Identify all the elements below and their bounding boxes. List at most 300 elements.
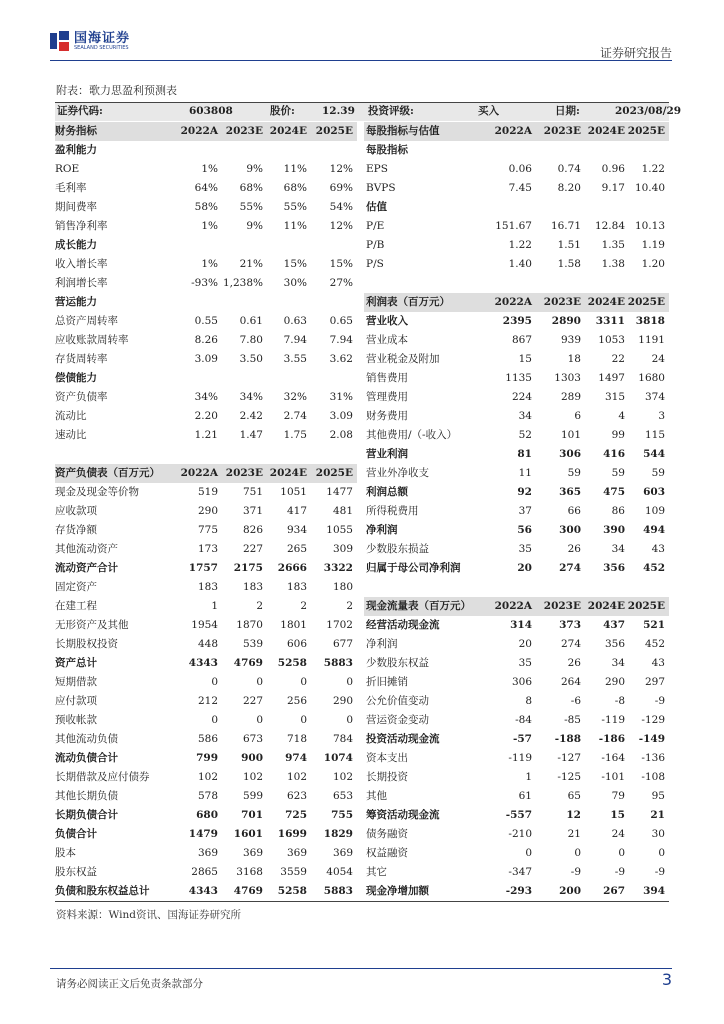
left-row-value: 1% [201,220,218,232]
right-row-value: 34 [518,410,532,422]
right-table-row [55,863,669,882]
right-row-value: 1.19 [641,239,665,251]
left-row-value: 9% [246,163,263,175]
right-row-value: 9.17 [601,182,625,194]
right-table-row [55,445,669,464]
right-row-value: 56 [517,524,532,536]
right-row-label: 财务费用 [366,410,408,422]
right-row-label: 少数股东权益 [366,657,429,669]
left-row-label: 流动负债合计 [55,752,118,764]
left-row-value: 725 [285,809,307,821]
left-row-value: 718 [286,733,307,745]
left-row-value: 1702 [326,619,353,631]
left-row-label: 长期借款及应付债券 [55,771,150,783]
right-row-value: -108 [641,771,665,783]
right-row-value: -125 [557,771,581,783]
left-row-value: 599 [242,790,263,802]
right-table-row [55,559,669,578]
right-table-row [55,122,669,141]
right-row-value: 43 [651,543,665,555]
left-row-value: 2022A [180,125,218,137]
right-row-label: 营运资金变动 [366,714,429,726]
left-row-label: 资产总计 [55,657,97,669]
left-row-value: 5883 [323,657,353,669]
left-row-value: 102 [197,771,218,783]
right-row-value: 1680 [638,372,665,384]
right-table-row [55,255,669,274]
left-row-label: 毛利率 [55,182,87,194]
right-table-row [55,331,669,350]
left-row-value: 934 [286,524,307,536]
right-table-row [55,749,669,768]
right-row-value: 1.58 [557,258,581,270]
left-row-label: 固定资产 [55,581,97,593]
right-row-value: 1.22 [641,163,665,175]
left-row-label: 收入增长率 [55,258,108,270]
right-table-row [55,882,669,901]
right-row-value: 2022A [494,600,532,612]
right-row-value: 437 [603,619,625,631]
right-row-label: 营业外净收支 [366,467,429,479]
right-row-value: 10.40 [634,182,665,194]
left-row-value: 4343 [188,657,218,669]
left-row-value: 9% [246,220,263,232]
left-row-value: 68% [283,182,307,194]
right-row-value: 267 [603,885,625,897]
left-row-value: 5258 [277,657,307,669]
right-row-label: 销售费用 [366,372,408,384]
left-row-value: 5883 [323,885,353,897]
right-row-value: 26 [567,657,581,669]
left-row-value: 212 [197,695,218,707]
date-label: 日期: [555,105,580,117]
left-row-value: 0.55 [194,315,218,327]
left-row-value: 11% [283,163,307,175]
right-row-value: 2890 [551,315,581,327]
right-row-value: 65 [567,790,581,802]
right-row-value: 59 [567,467,581,479]
left-row-value: 673 [242,733,263,745]
data-source: 资料来源：Wind资讯、国海证券研究所 [56,909,241,921]
right-row-value: 12.84 [594,220,625,232]
left-row-value: 183 [286,581,307,593]
right-table-row [55,160,669,179]
right-row-value: 0.74 [557,163,581,175]
right-row-value: 365 [559,486,581,498]
right-row-label: 管理费用 [366,391,408,403]
right-row-value: 390 [603,524,625,536]
right-row-value: 374 [644,391,665,403]
left-row-label: 利润增长率 [55,277,108,289]
right-row-label: 现金净增加额 [366,885,429,897]
left-row-value: 369 [242,847,263,859]
right-row-value: -186 [598,733,625,745]
right-row-label: 现金流量表（百万元） [366,600,471,612]
left-row-label: 期间费率 [55,201,97,213]
left-row-value: 102 [242,771,263,783]
left-row-value: 64% [194,182,218,194]
right-table-row [55,236,669,255]
left-row-label: 在建工程 [55,600,97,612]
right-row-value: 1.35 [601,239,625,251]
right-row-value: 79 [611,790,625,802]
right-row-label: 估值 [366,201,387,213]
right-row-label: 少数股东损益 [366,543,429,555]
left-row-value: 4769 [233,885,263,897]
right-row-value: 18 [567,353,581,365]
left-row-value: 900 [241,752,263,764]
right-table-row [55,768,669,787]
left-row-value: 1.47 [239,429,263,441]
table-caption: 附表：歌力思盈利预测表 [56,84,177,97]
right-row-value: 2024E [587,600,625,612]
right-table-row [55,521,669,540]
stock-price: 12.39 [322,105,355,117]
right-row-value: 12 [566,809,581,821]
right-row-value: 66 [567,505,581,517]
left-row-value: 15% [283,258,307,270]
right-row-label: 资本支出 [366,752,408,764]
right-row-value: -127 [557,752,581,764]
right-row-label: 营业利润 [366,448,408,460]
right-row-value: 3818 [635,315,665,327]
right-row-value: 2395 [502,315,532,327]
right-row-label: 每股指标与估值 [366,125,440,137]
right-row-value: 306 [559,448,581,460]
right-row-value: 1.51 [557,239,581,251]
right-row-value: 494 [643,524,665,536]
right-row-value: 109 [644,505,665,517]
left-row-value: 3559 [280,866,307,878]
left-row-value: 1954 [191,619,218,631]
right-row-label: P/S [366,258,384,270]
right-table-row [55,711,669,730]
left-row-value: 2666 [277,562,307,574]
right-row-value: 297 [644,676,665,688]
right-row-value: 1191 [638,334,665,346]
left-row-value: 0 [211,714,218,726]
left-row-value: 5258 [277,885,307,897]
right-row-value: 7.45 [508,182,532,194]
table-bottom-rule [55,901,669,902]
left-row-label: 其他长期负债 [55,790,118,802]
left-row-label: 负债合计 [55,828,97,840]
right-row-value: -164 [601,752,625,764]
right-row-value: 306 [511,676,532,688]
left-row-value: 677 [332,638,353,650]
right-row-label: 营业税金及附加 [366,353,440,365]
left-row-label: 流动资产合计 [55,562,118,574]
right-row-value: 274 [559,562,581,574]
left-row-label: 长期负债合计 [55,809,118,821]
right-row-value: 81 [517,448,532,460]
right-row-value: 115 [644,429,665,441]
right-row-value: 452 [643,562,665,574]
left-row-label: 应收账款周转率 [55,334,129,346]
left-row-label: 其他流动负债 [55,733,118,745]
table-top-rule [55,102,669,103]
left-row-value: 0 [256,714,263,726]
left-row-label: 资产负债表（百万元） [55,467,160,479]
right-row-label: 其它 [366,866,387,878]
right-row-value: 2024E [587,125,625,137]
right-row-value: 35 [518,657,532,669]
right-row-label: 净利润 [366,638,398,650]
rating-label: 投资评级: [368,105,414,117]
right-table-row [55,692,669,711]
right-row-value: 30 [651,828,665,840]
left-row-value: 1 [211,600,218,612]
left-row-label: 营运能力 [55,296,97,308]
right-row-value: 86 [611,505,625,517]
right-row-value: 0 [525,847,532,859]
right-row-value [605,578,665,597]
right-row-value: 200 [559,885,581,897]
right-row-value: 22 [611,353,625,365]
right-row-label: 其他费用/（-收入） [366,429,458,441]
left-row-value: 32% [283,391,307,403]
left-row-value: 974 [285,752,307,764]
left-row-value: 2.08 [329,429,353,441]
right-table-row [55,635,669,654]
left-row-value: 799 [196,752,218,764]
left-row-value: 586 [197,733,218,745]
left-row-value: 55% [239,201,263,213]
left-row-value: 102 [286,771,307,783]
left-row-value: 1699 [277,828,307,840]
left-row-value: -93% [191,277,218,289]
right-row-value: 521 [643,619,665,631]
right-row-value: 1135 [505,372,532,384]
right-row-value: 2025E [627,600,665,612]
left-row-value: 8.26 [194,334,218,346]
left-row-value: 15% [329,258,353,270]
right-row-value: 274 [560,638,581,650]
left-row-label: 偿债能力 [55,372,97,384]
left-row-value: 3.55 [283,353,307,365]
right-row-label: 经营活动现金流 [366,619,440,631]
right-row-value: 2025E [627,296,665,308]
left-row-value: 31% [329,391,353,403]
right-table-row [55,578,669,597]
right-row-value: 315 [604,391,625,403]
left-row-value: 0 [211,676,218,688]
left-row-value: 653 [332,790,353,802]
left-row-label: 存货周转率 [55,353,108,365]
left-row-value: 1870 [236,619,263,631]
right-row-value: -57 [513,733,532,745]
left-row-value: 227 [242,695,263,707]
right-table-row [55,388,669,407]
report-type: 证券研究报告 [599,46,672,60]
left-row-value: 183 [242,581,263,593]
right-row-value: -119 [508,752,532,764]
right-row-value: 2022A [494,296,532,308]
logo-english-name: SEALAND SECURITIES [74,44,129,51]
right-row-value [605,274,665,293]
right-row-value: 1.40 [508,258,532,270]
right-row-label: P/E [366,220,385,232]
left-row-value: 2023E [225,467,263,479]
right-row-value: 0.06 [508,163,532,175]
left-row-label: 长期股权投资 [55,638,118,650]
right-row-label: EPS [366,163,388,175]
right-table-row [55,198,669,217]
left-row-value: 7.94 [329,334,353,346]
right-row-value: 20 [518,638,532,650]
page-header [0,0,724,60]
left-row-label: 资产负债率 [55,391,108,403]
left-row-label: 速动比 [55,429,87,441]
right-row-value: -347 [508,866,532,878]
left-row-value: 290 [197,505,218,517]
right-row-value: -293 [505,885,532,897]
right-table-row [55,673,669,692]
left-row-value: 27% [329,277,353,289]
right-row-value: 0 [574,847,581,859]
left-row-value: 1055 [326,524,353,536]
right-row-value: 95 [651,790,665,802]
right-table-row [55,654,669,673]
left-row-label: 股本 [55,847,76,859]
left-row-value: 55% [283,201,307,213]
left-row-label: 销售净利率 [55,220,108,232]
right-row-value: 10.13 [634,220,665,232]
right-table-row [55,179,669,198]
left-row-value: 481 [332,505,353,517]
right-row-value: 2022A [494,125,532,137]
left-row-value: 3.62 [329,353,353,365]
left-row-value: 1601 [233,828,263,840]
rating: 买入 [478,105,499,117]
left-row-value: 2022A [180,467,218,479]
left-row-label: 其他流动资产 [55,543,118,555]
left-row-value: 2023E [225,125,263,137]
right-row-value: 416 [603,448,625,460]
right-row-value: 356 [603,562,625,574]
left-row-value: 290 [332,695,353,707]
left-row-value: 68% [239,182,263,194]
right-row-value: 452 [644,638,665,650]
left-row-value: 3168 [236,866,263,878]
right-row-value: 603 [643,486,665,498]
right-row-value: 59 [611,467,625,479]
right-row-value: 34 [611,657,625,669]
left-row-value: 2 [300,600,307,612]
right-table-row [55,312,669,331]
right-row-value: 867 [511,334,532,346]
left-row-value: 11% [283,220,307,232]
right-row-value: 20 [517,562,532,574]
left-row-value: 183 [197,581,218,593]
right-row-value: 2023E [543,125,581,137]
right-row-label: 债务融资 [366,828,408,840]
right-row-label: 利润表（百万元） [366,296,450,308]
left-row-value: 369 [332,847,353,859]
left-row-value: 369 [286,847,307,859]
left-row-value: 4054 [326,866,353,878]
right-row-value: 4 [618,410,625,422]
right-row-value: 35 [518,543,532,555]
right-row-value: 151.67 [495,220,532,232]
right-row-value: 2023E [543,296,581,308]
right-row-value: -9 [614,866,625,878]
right-row-label: 投资活动现金流 [366,733,440,745]
footer-disclaimer: 请务必阅读正文后免责条款部分 [56,978,203,990]
left-row-value: 12% [329,220,353,232]
right-row-value: 1053 [598,334,625,346]
left-row-value: 0 [346,714,353,726]
right-row-value: -557 [505,809,532,821]
right-row-value: 52 [518,429,532,441]
left-row-value: 1074 [323,752,353,764]
right-row-value: 24 [651,353,665,365]
logo-icon [50,31,70,51]
left-row-value: 3.50 [239,353,263,365]
left-row-value: 21% [239,258,263,270]
price-label: 股价: [270,105,295,117]
left-row-value: 3.09 [194,353,218,365]
right-table-row [55,293,669,312]
left-row-value: 0 [346,676,353,688]
left-row-value: 1757 [188,562,218,574]
right-row-value [605,198,665,217]
left-row-value: 34% [239,391,263,403]
left-row-value: 417 [286,505,307,517]
right-row-value: 289 [560,391,581,403]
right-table-row [55,597,669,616]
right-table-row [55,464,669,483]
right-row-label: P/B [366,239,385,251]
right-table-row [55,350,669,369]
right-row-value: 939 [560,334,581,346]
left-row-label: 现金及现金等价物 [55,486,139,498]
header-divider [50,60,672,61]
left-row-value: 7.80 [239,334,263,346]
right-row-value: 101 [560,429,581,441]
right-row-value: 8 [525,695,532,707]
right-table-row [55,217,669,236]
left-row-value: 2 [256,600,263,612]
right-row-value: 300 [559,524,581,536]
left-row-value: 1051 [280,486,307,498]
right-table-row [55,483,669,502]
right-row-value: 394 [643,885,665,897]
left-row-value: 0 [300,714,307,726]
right-row-value: 0.96 [601,163,625,175]
right-row-value: 2024E [587,296,625,308]
left-row-value: 2175 [233,562,263,574]
left-row-value: 2024E [269,467,307,479]
right-row-label: BVPS [366,182,396,194]
right-row-label: 长期投资 [366,771,408,783]
left-row-value: 0 [300,676,307,688]
right-row-value: -136 [641,752,665,764]
right-row-label: 每股指标 [366,144,408,156]
left-row-value: 578 [197,790,218,802]
left-row-value: 58% [194,201,218,213]
left-row-label: 应付款项 [55,695,97,707]
right-row-value: 6 [574,410,581,422]
left-row-value: 54% [329,201,353,213]
right-row-value: 21 [567,828,581,840]
stock-code: 603808 [189,105,233,117]
right-row-value: 24 [611,828,625,840]
left-row-value: 1479 [188,828,218,840]
left-row-value: 755 [331,809,353,821]
left-row-value: 2.20 [194,410,218,422]
left-row-value: 1829 [323,828,353,840]
